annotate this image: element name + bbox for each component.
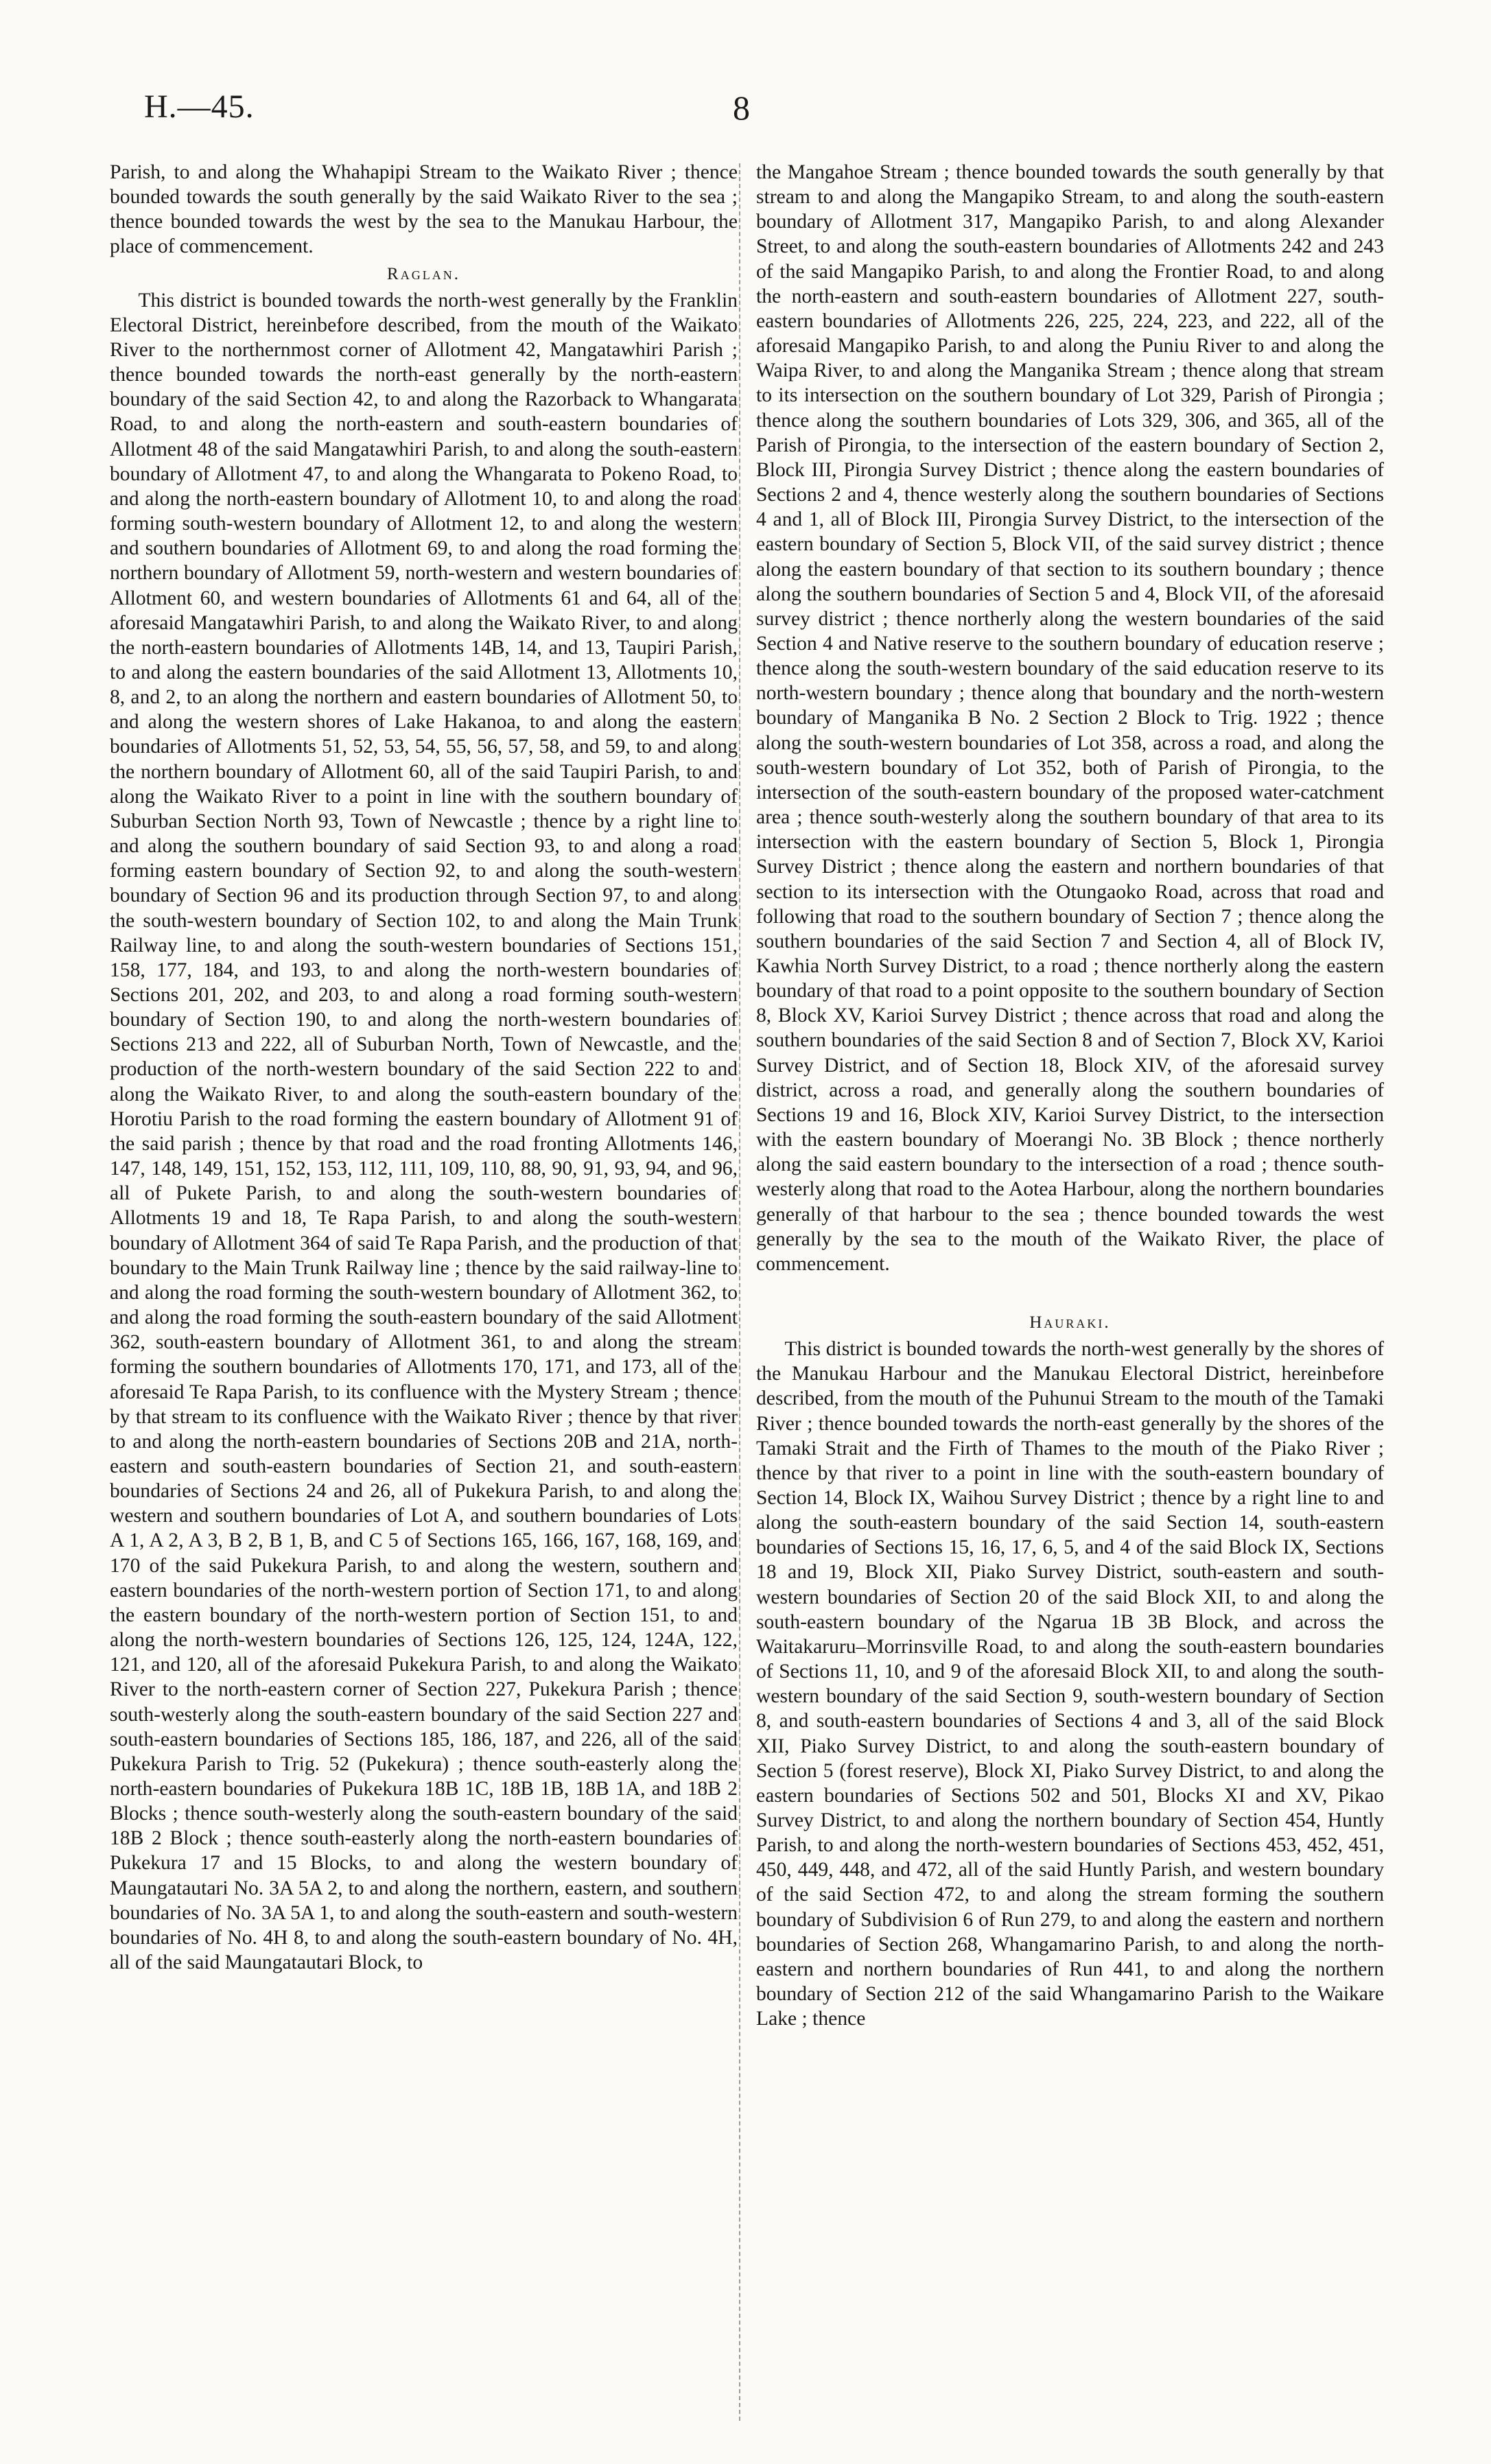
column-divider: [739, 163, 740, 2421]
hauraki-heading: Hauraki.: [1029, 1313, 1111, 1333]
right-continuation-paragraph: the Mangahoe Stream ; thence bounded towards the south generally by that stream to and along the Mangapiko Stream, to and along the south-eastern boundary of Allotment 317, Mangapiko Parish, to and along Alexander Street, to and along the south-eastern boundaries of Allotments 242 and 243 of the said Mangapiko Parish, to and along the Frontier Road, to and along the north-eastern and south-eastern boundaries of Allotment 227, south-eastern boundaries of Allotments 226, 225, 224, 223, and 222, all of the aforesaid Mangapiko Parish, to and along the Puniu River to and along the Waipa River, to and along the Manganika Stream ; thence along that stream to its intersection on the southern boundary of Lot 329, Parish of Pirongia ; thence along the southern boundaries of Lots 329, 306, and 365, all of the Parish of Pirongia, to the intersection of the eastern boundary of Section 2, Block III, Pirongia Survey District ; thence along the eastern boundaries of Sections 2 and 4, thence westerly along the southern boundaries of Sections 4 and 1, all of Block III, Pirongia Survey District, to the intersection of the eastern boundary of Section 5, Block VII, of the said survey district ; thence along the eastern boundary of that section to its southern boundary ; thence along the southern boundaries of Section 5 and 4, Block VII, of the aforesaid survey district ; thence northerly along the western boundaries of the said Section 4 and Native reserve to the southern boundary of education reserve ; thence along the south-western boundary of the said education reserve to its north-western boundary ; thence along that boundary and the north-western boundary of Manganika B No. 2 Section 2 Block to Trig. 1922 ; thence along the south-western boundaries of Lot 358, across a road, and along the south-western boundary of Lot 352, both of Parish of Pirongia, to the intersection of the south-eastern boundary of the proposed water-catchment area ; thence south-westerly along the southern boundary of that area to its intersection with the eastern boundary of Section 5, Block 1, Pirongia Survey District ; thence along the eastern and northern boundaries of that section to its intersection with the Otungaoko Road, across that road and following that road to the southern boundary of Section 7 ; thence along the southern boundaries of the said Section 7 and Section 4, all of Block IV, Kawhia North Survey District, to a road ; thence northerly along the eastern boundary of that road to a point opposite to the southern boundary of Section 8, Block XV, Karioi Survey District ; thence across that road and along the southern boundaries of the said Section 8 and of Section 7, Block XV, Karioi Survey District, and of Section 18, Block XIV, of the aforesaid survey district, across a road, and generally along the southern boundaries of Sections 19 and 16, Block XIV, Karioi Survey District, to the intersection with the eastern boundary of Moerangi No. 3B Block ; thence northerly along the said eastern boundary to the intersection of a road ; thence south-westerly along that road to the Aotea Harbour, along the northern boundaries generally of that harbour to the sea ; thence bounded towards the west generally by the sea to the mouth of the Waikato River, the place of commencement.: [756, 161, 1384, 1275]
page-number: 8: [733, 89, 750, 127]
left-column: [110, 160, 738, 1975]
right-column: [756, 160, 1384, 2031]
section-spacer: [756, 1276, 1384, 1308]
hauraki-paragraph: This district is bounded towards the north-west generally by the shores of the Manukau Harbour and the Manukau Electoral District, hereinbefore described, from the mouth of the Puhunui Stream to the mouth of the Tamaki River ; thence bounded towards the north-east generally by the shores of the Tamaki Strait and the Firth of Thames to the mouth of the Piako River ; thence by that river to a point in line with the south-eastern boundary of Section 14, Block IX, Waihou Survey District ; thence by a right line to and along the south-eastern boundary of the said Section 14, south-eastern boundaries of Sections 15, 16, 17, 6, 5, and 4 of the said Block IX, Sections 18 and 19, Block XII, Piako Survey District, south-eastern and south-western boundaries of Section 20 of the said Block XII, to and along the south-eastern boundary of the Ngarua 1B 3B Block, and across the Waitakaruru–Morrinsville Road, to and along the south-eastern boundaries of Sections 11, 10, and 9 of the aforesaid Block XII, to and along the south-western boundary of the said Section 9, south-western boundary of Section 8, and south-eastern boundaries of Sections 4 and 3, all of the said Block XII, Piako Survey District, to and along the south-eastern boundary of Section 5 (forest reserve), Block XI, Piako Survey District, to and along the eastern boundaries of Sections 502 and 501, Blocks XI and XV, Pikao Survey District, to and along the northern boundary of Section 454, Huntly Parish, to and along the north-western boundaries of Sections 453, 452, 451, 450, 449, 448, and 472, all of the said Huntly Parish, and western boundary of the said Section 472, to and along the stream forming the southern boundary of Subdivision 6 of Run 279, to and along the eastern and northern boundaries of Section 268, Whangamarino Parish, to and along the north-eastern and northern boundaries of Run 441, to and along the northern boundary of Section 212 of the said Whangamarino Parish to the Waikare Lake ; thence: [756, 1338, 1384, 2030]
report-reference: H.—45.: [144, 89, 255, 125]
raglan-paragraph: This district is bounded towards the north-west generally by the Franklin Electoral District, hereinbefore described, from the mouth of the Waikato River to the northernmost corner of Allotment 42, Mangatawhiri Parish ; thence bounded towards the north-east generally by the north-eastern boundary of the said Section 42, to and along the Razorback to Whangarata Road, to and along the north-eastern and south-eastern boundaries of Allotment 48 of the said Mangatawhiri Parish, to and along the south-eastern boundary of Allotment 47, to and along the Whangarata to Pokeno Road, to and along the north-eastern boundary of Allotment 10, to and along the road forming south-western boundary of Allotment 12, to and along the western and southern boundaries of Allotment 69, to and along the road forming the northern boundary of Allotment 59, north-western and western boundaries of Allotment 60, and western boundaries of Allotments 61 and 64, all of the aforesaid Mangatawhiri Parish, to and along the Waikato River, to and along the north-eastern boundaries of Allotments 14B, 14, and 13, Taupiri Parish, to and along the eastern boundaries of the said Allotment 13, Allotments 10, 8, and 2, to an along the northern and eastern boundaries of Allotment 50, to and along the western shores of Lake Hakanoa, to and along the eastern boundaries of Allotments 51, 52, 53, 54, 55, 56, 57, 58, and 59, to and along the northern boundary of Allotment 60, all of the said Taupiri Parish, to and along the Waikato River to a point in line with the southern boundary of Suburban Section North 93, Town of Newcastle ; thence by a right line to and along the southern boundary of said Section 93, to and along a road forming eastern boundary of Section 92, to and along the south-western boundary of Section 96 and its production through Section 97, to and along the south-western boundary of Section 102, to and along the Main Trunk Railway line, to and along the south-western boundaries of Sections 151, 158, 177, 184, and 193, to and along the north-western boundaries of Sections 201, 202, and 203, to and along a road forming south-western boundary of Section 190, to and along the north-western boundaries of Sections 213 and 222, all of Suburban North, Town of Newcastle, and the production of the north-western boundary of the said Section 222 to and along the Waikato River, to and along the south-eastern boundary of the Horotiu Parish to the road forming the eastern boundary of Allotment 91 of the said parish ; thence by that road and the road fronting Allotments 146, 147, 148, 149, 151, 152, 153, 112, 111, 109, 110, 88, 90, 91, 93, 94, and 96, all of Pukete Parish, to and along the south-western boundaries of Allotments 19 and 18, Te Rapa Parish, to and along the south-western boundary of Allotment 364 of said Te Rapa Parish, and the production of that boundary to the Main Trunk Railway line ; thence by the said railway-line to and along the road forming the south-western boundary of Allotment 362, to and along the road forming the south-eastern boundary of the said Allotment 362, south-eastern boundary of Allotment 361, to and along the stream forming the southern boundaries of Allotments 170, 171, and 173, all of the aforesaid Te Rapa Parish, to its confluence with the Mystery Stream ; thence by that stream to its confluence with the Waikato River ; thence by that river to and along the north-eastern boundaries of Sections 20B and 21A, north-eastern and south-eastern boundaries of Section 21, and south-eastern boundaries of Sections 24 and 26, all of Pukekura Parish, to and along the western and southern boundaries of Lot A, and southern boundaries of Lots A 1, A 2, A 3, B 2, B 1, B, and C 5 of Sections 165, 166, 167, 168, 169, and 170 of the said Pukekura Parish, to and along the western, southern and eastern boundaries of the north-western portion of Section 171, to and along the eastern boundary of the north-western portion of Section 151, to and along the north-western boundaries of Sections 126, 125, 124, 124A, 122, 121, and 120, all of the aforesaid Pukekura Parish, to and along the Waikato River to the north-eastern corner of Section 227, Pukekura Parish ; thence south-westerly along the south-eastern boundary of the said Section 227 and south-eastern boundaries of Sections 185, 186, 187, and 226, all of the said Pukekura Parish to Trig. 52 (Pukekura) ; thence south-easterly along the north-eastern boundaries of Pukekura 18B 1C, 18B 1B, 18B 1A, and 18B 2 Blocks ; thence south-westerly along the south-eastern boundary of the said 18B 2 Block ; thence south-easterly along the north-eastern boundaries of Pukekura 17 and 15 Blocks, to and along the western boundary of Maungatautari No. 3A 5A 2, to and along the northern, eastern, and southern boundaries of No. 3A 5A 1, to and along the south-eastern and south-western boundaries of No. 4H 8, to and along the south-eastern boundary of No. 4H, all of the said Maungatautari Block, to: [110, 289, 738, 1974]
left-opening-paragraph: Parish, to and along the Whahapipi Stream to the Waikato River ; thence bounded towards the south generally by the said Waikato River to the sea ; thence bounded towards the west by the sea to the Manukau Harbour, the place of commencement.: [110, 161, 738, 258]
raglan-heading: Raglan.: [387, 264, 460, 283]
